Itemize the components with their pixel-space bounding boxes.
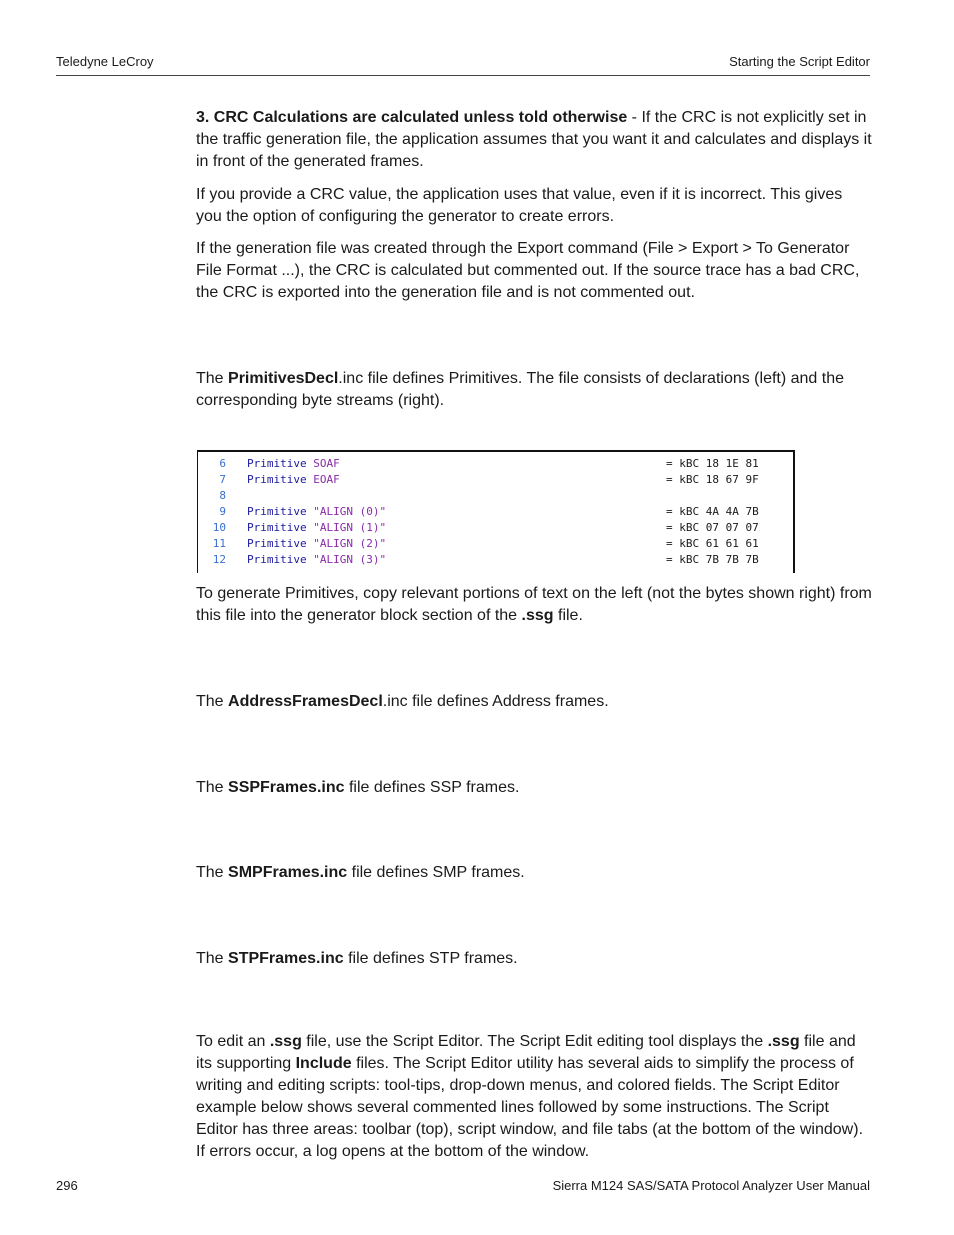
primitives-filename: PrimitivesDecl	[228, 370, 339, 387]
code-line	[198, 504, 793, 520]
line-number: 9	[219, 505, 226, 518]
primitives-intro-pre: The	[196, 370, 229, 387]
smp-pre: The	[196, 864, 229, 881]
primitives-after	[196, 583, 872, 627]
footer-manual-title: Sierra M124 SAS/SATA Protocol Analyzer User Manual	[552, 1178, 870, 1193]
stp-post: file defines STP frames.	[343, 950, 518, 967]
primitive-declaration: Primitive SOAF	[247, 457, 340, 470]
primitive-name: "ALIGN (0)"	[313, 505, 387, 518]
primitive-declaration: Primitive "ALIGN (1)"	[247, 521, 387, 534]
editor-t4: files. The Script Editor utility has several aids to simplify the process of writing and editing scripts: tool-tips, drop-down menus, and colored fields. The Script Editor example below shows several commented lines followed by some instructions. The Script Editor has three areas: toolbar (top), script window, and file tabs (at the bottom of the window). If errors occur, a log opens at the bottom of the window.	[196, 1055, 864, 1160]
primitives-after-post: file.	[553, 607, 583, 624]
code-line	[198, 520, 793, 536]
editor-include: Include	[295, 1055, 352, 1072]
smp-post: file defines SMP frames.	[347, 864, 525, 881]
line-number: 8	[219, 489, 226, 502]
primitive-name: EOAF	[313, 473, 340, 486]
ssp-frames-text	[196, 777, 872, 799]
stp-filename: STPFrames.inc	[228, 950, 344, 967]
ssg-ext: .ssg	[521, 607, 554, 624]
code-line	[198, 472, 793, 488]
ssp-post: file defines SSP frames.	[344, 779, 520, 796]
smp-filename: SMPFrames.inc	[228, 864, 348, 881]
primitives-intro-post: .inc file defines Primitives. The file consists of declarations (left) and the corresponding byte streams (right).	[196, 370, 845, 409]
editor-t3: file and its supporting	[196, 1033, 856, 1072]
page-number: 296	[56, 1178, 78, 1193]
byte-stream: = kBC 18 67 9F	[666, 473, 759, 486]
primitives-code-screenshot	[197, 450, 795, 573]
crc-p1-text: - If the CRC is not explicitly set in the traffic generation file, the application assumes that you want it and calculates and displays it in front of the generated frames.	[196, 109, 872, 170]
primitive-name: "ALIGN (1)"	[313, 521, 387, 534]
stp-pre: The	[196, 950, 229, 967]
header-company: Teledyne LeCroy	[56, 54, 154, 69]
header-section-title: Starting the Script Editor	[729, 54, 870, 69]
code-line	[198, 552, 793, 568]
code-line	[198, 456, 793, 472]
editor-ssg-2: .ssg	[767, 1033, 800, 1050]
smp-frames-text	[196, 862, 872, 884]
byte-stream: = kBC 61 61 61	[666, 537, 759, 550]
byte-stream: = kBC 07 07 07	[666, 521, 759, 534]
line-number: 12	[212, 553, 226, 566]
editor-ssg-1: .ssg	[269, 1033, 302, 1050]
crc-paragraph-1	[196, 107, 872, 173]
primitive-name: SOAF	[313, 457, 340, 470]
editor-t1: To edit an	[196, 1033, 270, 1050]
line-number: 6	[219, 457, 226, 470]
primitive-declaration: Primitive "ALIGN (3)"	[247, 553, 387, 566]
code-line	[198, 488, 793, 504]
primitives-intro	[196, 368, 872, 412]
address-pre: The	[196, 693, 229, 710]
primitive-declaration: Primitive EOAF	[247, 473, 340, 486]
line-number: 7	[219, 473, 226, 486]
ssp-filename: SSPFrames.inc	[228, 779, 345, 796]
address-post: .inc file defines Address frames.	[382, 693, 609, 710]
address-filename: AddressFramesDecl	[228, 693, 383, 710]
code-line	[198, 536, 793, 552]
address-frames-text	[196, 691, 872, 713]
byte-stream: = kBC 7B 7B 7B	[666, 553, 759, 566]
primitive-name: "ALIGN (3)"	[313, 553, 387, 566]
crc-paragraph-2: If you provide a CRC value, the application uses that value, even if it is incorrect. This gives you the option of configuring the generator to create errors.	[196, 186, 843, 225]
crc-heading: 3. CRC Calculations are calculated unless told otherwise	[196, 109, 628, 126]
byte-stream: = kBC 4A 4A 7B	[666, 505, 759, 518]
line-number: 10	[212, 521, 226, 534]
script-editor-paragraph	[196, 1031, 872, 1163]
primitives-after-pre: To generate Primitives, copy relevant portions of text on the left (not the bytes shown right) from this file into the generator block section of the	[196, 585, 872, 624]
byte-stream: = kBC 18 1E 81	[666, 457, 759, 470]
stp-frames-text	[196, 948, 872, 970]
header-divider	[56, 75, 870, 76]
editor-t2: file, use the Script Editor. The Script Edit editing tool displays the	[301, 1033, 768, 1050]
primitive-declaration: Primitive "ALIGN (0)"	[247, 505, 387, 518]
ssp-pre: The	[196, 779, 229, 796]
primitive-name: "ALIGN (2)"	[313, 537, 387, 550]
crc-paragraph-3: If the generation file was created through the Export command (File > Export > To Generator File Format ...), the CRC is calculated but commented out. If the source trace has a bad CRC, the CRC is exported into the generation file and is not commented out.	[196, 240, 860, 301]
line-number: 11	[212, 537, 226, 550]
primitive-declaration: Primitive "ALIGN (2)"	[247, 537, 387, 550]
